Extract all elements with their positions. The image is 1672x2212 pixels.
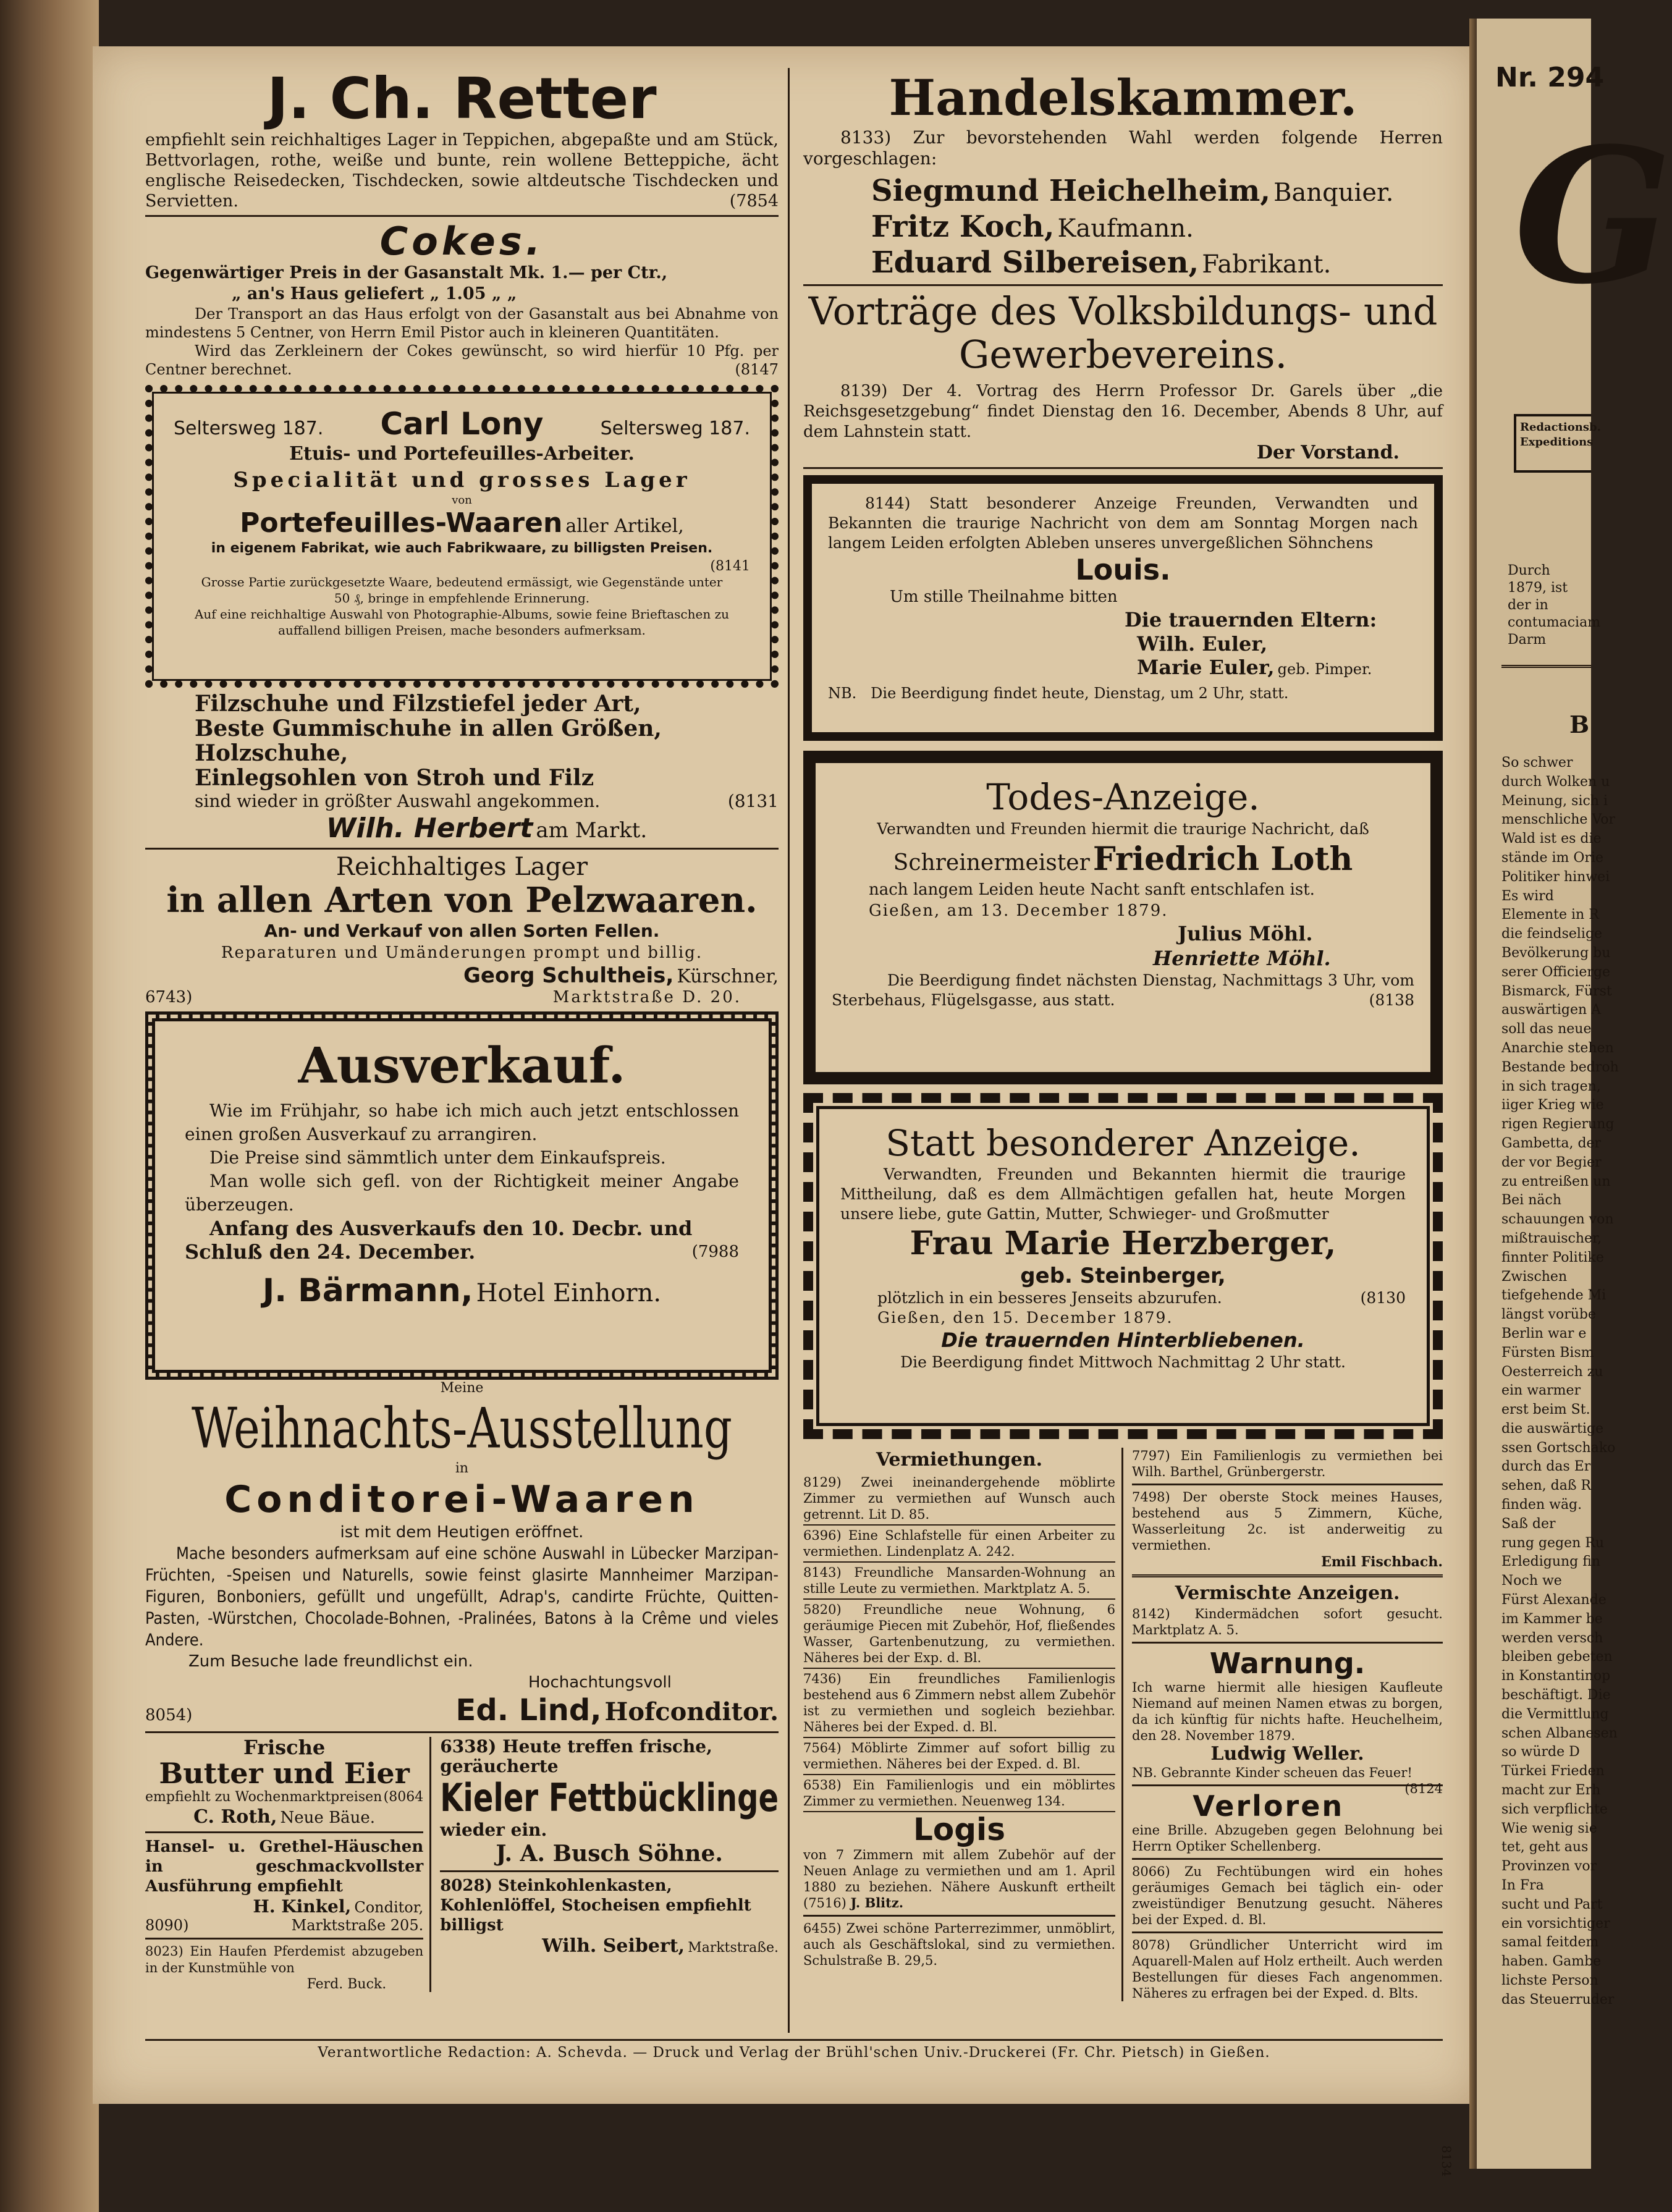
misc-wnum: (8124 bbox=[1404, 1781, 1443, 1796]
misc-column bbox=[1123, 1448, 1454, 2177]
euler-p2b: geb. Pimper. bbox=[1277, 661, 1372, 678]
euler-notice bbox=[803, 475, 1443, 741]
next-page-box: Redactionsb. Expeditions bbox=[1514, 414, 1591, 473]
next-page-line: längst vorübe bbox=[1501, 1307, 1596, 1323]
hk-r3: Fabrikant. bbox=[1202, 250, 1332, 279]
masthead-initial: G bbox=[1514, 107, 1672, 325]
verm-item: 8143) Freundliche Mansarden-Wohnung an stille Leute zu vermiethen. Marktplatz A. 5. bbox=[803, 1563, 1115, 1600]
verm-item: 7436) Ein freundliches Familienlogis bestehend aus 6 Zimmern nebst allem Zubehör ist zu vermiethen und sogleich beziehbar. Näheres bei der Exped. d. Bl. bbox=[803, 1669, 1115, 1738]
todes-s1: Julius Möhl. bbox=[1178, 922, 1313, 945]
herz-name: Frau Marie Herzberger, bbox=[910, 1225, 1336, 1262]
next-page-line: Erledigung fin bbox=[1501, 1554, 1601, 1570]
column-rule bbox=[788, 68, 790, 2033]
next-page-line: Saß der bbox=[1501, 1516, 1556, 1532]
euler-p1: Wilh. Euler, bbox=[1137, 632, 1268, 656]
lony-name: Carl Lony bbox=[380, 406, 544, 442]
next-page-line: iiger Krieg wie bbox=[1501, 1097, 1604, 1113]
hk-n2: Fritz Koch, bbox=[871, 209, 1055, 244]
next-page-line: auswärtigen A bbox=[1501, 1002, 1602, 1018]
weih-in: in bbox=[455, 1461, 469, 1476]
pelz-l2: in allen Arten von Pelzwaaren. bbox=[166, 880, 758, 921]
verm-logis-text: von 7 Zimmern mit allem Zubehör auf der Neuen Anlage zu vermiethen und am 1. April 1880 zu beziehen. Nähere Auskunft ertheilt bbox=[803, 1847, 1115, 1894]
left-column bbox=[145, 65, 779, 1992]
herz-l1: plötzlich in ein besseres Jenseits abzurufen. bbox=[877, 1289, 1222, 1307]
seibert-text: 8028) Steinkohlenkasten, Kohlenlöffel, Stocheisen empfiehlt billigst bbox=[440, 1876, 751, 1935]
next-page-line: die Vermittlung bbox=[1501, 1706, 1609, 1722]
verm-item: 5820) Freundliche neue Wohnung, 6 geräumige Piecen mit Zubehör, Hof, fließendes Wasser, Gartenbenutzung, zu vermiethen. Näheres bei der Exp. d. Bl. bbox=[803, 1600, 1115, 1669]
weih-sig2: Hofconditor. bbox=[604, 1697, 779, 1726]
book-spine bbox=[0, 0, 99, 2212]
euler-eltern: Die trauernden Eltern: bbox=[1125, 608, 1377, 631]
next-page-line: Politiker hinwei bbox=[1501, 869, 1610, 885]
weih-hoch: Hochachtungsvoll bbox=[528, 1673, 672, 1692]
todes-s2: Henriette Möhl. bbox=[1153, 947, 1331, 970]
misc-vltitle: Verloren bbox=[1193, 1789, 1345, 1823]
lony-b1: Grosse Partie zurückgesetzte Waare, bedeutend ermässigt, wie Gegenstände unter 50 ₰, bringe in empfehlende Erinnerung. bbox=[201, 575, 723, 606]
misc-i2s: Emil Fischbach. bbox=[1321, 1554, 1443, 1570]
pelz-l1: Reichhaltiges Lager bbox=[336, 853, 588, 881]
todes-l4 bbox=[832, 971, 1414, 1010]
vortrag-sig: Der Vorstand. bbox=[1256, 442, 1400, 463]
herz-title: Statt besonderer Anzeige. bbox=[885, 1122, 1361, 1164]
pelz-ad bbox=[145, 853, 779, 1007]
euler-nb: NB. bbox=[828, 685, 857, 702]
todes-l4-text: Die Beerdigung findet nächsten Dienstag, Nachmittags 3 Uhr, vom Sterbehaus, Flügelsgasse, aus statt. bbox=[832, 971, 1414, 1009]
next-page-line: bleiben gebeten bbox=[1501, 1649, 1613, 1665]
euler-name: Louis. bbox=[1075, 553, 1171, 586]
next-page-line: Wie wenig sie bbox=[1501, 1820, 1597, 1836]
ausverkauf-title: Ausverkauf. bbox=[298, 1036, 626, 1094]
next-page-line: soll das neue bbox=[1501, 1021, 1592, 1037]
next-page-line: Berlin war e bbox=[1501, 1325, 1587, 1341]
left-bottom bbox=[145, 1737, 779, 1992]
ausverkauf-p4 bbox=[185, 1217, 739, 1264]
next-page-letter: B bbox=[1569, 711, 1590, 738]
pelz-sig: Georg Schultheis, bbox=[463, 963, 674, 988]
next-page-line: sich verpflichte bbox=[1501, 1801, 1608, 1817]
ausverkauf-ad bbox=[145, 1011, 779, 1380]
next-page-line: serer Officierge bbox=[1501, 964, 1611, 980]
todes-l1: Verwandten und Freunden hiermit die traurige Nachricht, daß bbox=[877, 820, 1369, 838]
next-page-line: lichste Person bbox=[1501, 1973, 1598, 1988]
kinkel-text: Hansel- u. Grethel-Häuschen in geschmackvollster Ausführung empfiehlt bbox=[145, 1838, 424, 1896]
next-page-strip bbox=[1477, 19, 1672, 2169]
next-page-line: mißtrauischer, bbox=[1501, 1230, 1602, 1246]
next-page-line: Bevölkerung bu bbox=[1501, 945, 1611, 961]
right-bottom bbox=[803, 1448, 1454, 2177]
vortrag-title: Vorträge des Volksbildungs- und Gewerbevereins. bbox=[808, 289, 1438, 377]
next-page-line: beschäftigt. Die bbox=[1501, 1687, 1611, 1703]
pelz-l4: Reparaturen und Umänderungen prompt und billig. bbox=[221, 943, 703, 962]
next-page-line: Bismarck, Fürst bbox=[1501, 983, 1612, 999]
lony-ware: Portefeuilles-Waaren bbox=[240, 507, 563, 539]
cokes-price-1: Gegenwärtiger Preis in der Gasanstalt Mk. 1.— per Ctr., bbox=[145, 263, 668, 282]
left-bottom-b bbox=[431, 1737, 779, 1992]
misc-i1: 7797) Ein Familienlogis zu vermiethen bei Wilh. Barthel, Grünbergerstr. bbox=[1132, 1448, 1443, 1479]
next-page-line: ssen Gortschako bbox=[1501, 1440, 1616, 1456]
verm-logis bbox=[803, 1847, 1115, 1911]
misc-wsig: Ludwig Weller. bbox=[1210, 1743, 1364, 1765]
misc-side: 8134 bbox=[1439, 2145, 1454, 2177]
roth-sig2: Neue Bäue. bbox=[280, 1809, 376, 1827]
next-page-line: erst beim St. bbox=[1501, 1402, 1590, 1418]
busch-sig: J. A. Busch Söhne. bbox=[496, 1841, 723, 1867]
retter-title: J. Ch. Retter bbox=[267, 65, 657, 132]
kinkel-addr: Marktstraße 205. bbox=[291, 1917, 424, 1934]
verm-logis-sig: J. Blitz. bbox=[850, 1895, 904, 1910]
misc-wtitle: Warnung. bbox=[1209, 1647, 1366, 1680]
next-page-line: sucht und Part bbox=[1501, 1896, 1603, 1912]
todes-l2: nach langem Leiden heute Nacht sanft entschlafen ist. bbox=[869, 880, 1315, 899]
next-page-line: die auswärtige bbox=[1501, 1420, 1604, 1437]
lony-num: (8141 bbox=[710, 559, 750, 574]
weih-besuch: Zum Besuche lade freundlichst ein. bbox=[188, 1652, 473, 1671]
verm-logis-title: Logis bbox=[913, 1812, 1005, 1847]
herbert-l5: sind wieder in größter Auswahl angekommen. bbox=[195, 791, 601, 811]
retter-body bbox=[145, 130, 779, 211]
next-page-line: Elemente in R bbox=[1501, 907, 1599, 923]
next-page-line: tet, geht aus bbox=[1501, 1839, 1589, 1855]
roth-sig: C. Roth, bbox=[193, 1806, 277, 1828]
ausverkauf-p4-text: Anfang des Ausverkaufs den 10. Decbr. und Schluß den 24. December. bbox=[185, 1217, 693, 1264]
verm-list bbox=[803, 1472, 1115, 1812]
misc-i2: 7498) Der oberste Stock meines Hauses, bestehend aus 5 Zimmern, Küche, Wasserleitung 2c. ist anderweitig zu vermiethen. bbox=[1132, 1490, 1443, 1553]
next-page-line: In Fra bbox=[1501, 1878, 1544, 1894]
next-page-line: die feindselige bbox=[1501, 926, 1603, 942]
next-page-line: Anarchie stehen bbox=[1501, 1040, 1614, 1056]
lony-addr-left: Seltersweg 187. bbox=[174, 418, 324, 439]
next-page-line: finden wäg. bbox=[1501, 1497, 1582, 1513]
cokes-body-2 bbox=[145, 342, 779, 379]
weih-meine: Meine bbox=[440, 1380, 484, 1396]
next-page-line: Fürst Alexande bbox=[1501, 1592, 1607, 1608]
left-bottom-a bbox=[145, 1737, 431, 1992]
misc-i5: 8078) Gründlicher Unterricht wird im Aquarell-Malen auf Holz ertheilt. Auch werden Bestellungen für dieses Fach angenommen. Näheres zu erfragen bei der Exped. d. Blts. bbox=[1132, 1938, 1443, 2001]
next-page-line: Bei näch bbox=[1501, 1193, 1561, 1209]
hk-intro: 8133) Zur bevorstehenden Wahl werden folgende Herren vorgeschlagen: bbox=[803, 127, 1443, 169]
cokes-price-2: „ an's Haus geliefert „ 1.05 „ „ bbox=[232, 284, 517, 303]
busch-l3: wieder ein. bbox=[440, 1820, 547, 1840]
next-page-line: So schwer bbox=[1501, 755, 1573, 770]
cokes-num: (8147 bbox=[735, 361, 779, 378]
herz-text: Verwandten, Freunden und Bekannten hiermit die traurige Mittheilung, daß es dem Allmächtigen gefallen hat, heute Morgen unsere liebe, gute Gattin, Mutter, Schwieger- und Großmutter bbox=[840, 1165, 1406, 1223]
next-page-line: Gambetta, der bbox=[1501, 1135, 1602, 1151]
buck-text: 8023) Ein Haufen Pferdemist abzugeben in der Kunstmühle von bbox=[145, 1944, 424, 1975]
lony-aller: aller Artikel, bbox=[565, 515, 684, 537]
pelz-l3: An- und Verkauf von allen Sorten Fellen. bbox=[264, 921, 660, 941]
hk-n3: Eduard Silbereisen, bbox=[871, 245, 1199, 280]
next-page-line: Türkei Frieden bbox=[1501, 1763, 1605, 1779]
lony-ad bbox=[145, 385, 779, 688]
todes-pre: Schreinermeister bbox=[893, 850, 1090, 876]
weih-title: Weihnachts-Ausstellung bbox=[191, 1395, 733, 1461]
herbert-sig: Wilh. Herbert bbox=[326, 813, 533, 844]
kinkel-sig2: Conditor, bbox=[354, 1899, 424, 1916]
hk-r1: Banquier. bbox=[1273, 179, 1394, 207]
next-page-line: ein vorsichtiger bbox=[1501, 1915, 1610, 1931]
verm-title: Vermiethungen. bbox=[876, 1449, 1043, 1471]
lony-b2: Auf eine reichhaltige Auswahl von Photographie-Albums, sowie feine Brieftaschen zu auffallend billigen Preisen, mache besonders aufmerksam. bbox=[194, 607, 730, 638]
herbert-num: (8131 bbox=[727, 791, 779, 811]
next-page-line: rigen Regierung bbox=[1501, 1117, 1615, 1133]
next-page-line: zu entreißen un bbox=[1501, 1173, 1611, 1189]
misc-wtext: Ich warne hiermit alle hiesigen Kaufleute Niemand auf meinen Namen etwas zu borgen, da ich künftig für nichts hafte. Heuchelheim, den 28. November 1879. bbox=[1132, 1680, 1443, 1743]
herzberger-notice bbox=[803, 1093, 1443, 1439]
next-page-line: in sich tragen, bbox=[1501, 1078, 1601, 1094]
next-page-line: stände im Orie bbox=[1501, 850, 1604, 866]
weihnachts-ad bbox=[145, 1380, 779, 1728]
weih-body: Mache besonders aufmerksam auf eine schöne Auswahl in Lübecker Marzipan-Früchten, -Speisen und Naturells, sowie feinst glasirte Mannheimer Marzipan-Figuren, Bonboniers, gefüllt und ungefüllt, Adrap's, candirte Früchte, Quitten-Pasten, -Würstchen, Chocolade-Bohnen, -Pralinées, Batons à la Crême und vieles Andere. bbox=[145, 1544, 779, 1650]
verm-item: 7564) Möblirte Zimmer auf sofort billig zu vermiethen. Näheres bei der Exped. d. Bl. bbox=[803, 1738, 1115, 1775]
ausverkauf-p2: Die Preise sind sämmtlich unter dem Einkaufspreis. bbox=[209, 1147, 666, 1168]
busch-l1: 6338) Heute treffen frische, geräucherte bbox=[440, 1736, 712, 1776]
next-page-line: Zwischen bbox=[1501, 1269, 1568, 1285]
lony-fab: in eigenem Fabrikat, wie auch Fabrikwaare, zu billigsten Preisen. bbox=[211, 541, 713, 556]
next-page-line: schauungen von bbox=[1501, 1212, 1614, 1228]
next-page-line: im Kammer be bbox=[1501, 1611, 1603, 1627]
next-page-line: Es wird bbox=[1501, 888, 1554, 904]
next-page-line: Noch we bbox=[1501, 1573, 1562, 1589]
roth-l1: Frische bbox=[243, 1736, 326, 1759]
footer-imprint: Verantwortliche Redaction: A. Schevda. — Druck und Verlag der Brühl'schen Univ.-Druckerei (Fr. Chr. Pietsch) in Gießen. bbox=[145, 2039, 1443, 2061]
ausverkauf-sig: J. Bärmann, bbox=[262, 1272, 473, 1309]
lony-sub: Etuis- und Portefeuilles-Arbeiter. bbox=[289, 443, 635, 465]
todes-num: (8138 bbox=[1369, 991, 1414, 1009]
todes-l3: Gießen, am 13. December 1879. bbox=[869, 901, 1168, 920]
verm-item: 6396) Eine Schlafstelle für einen Arbeiter zu vermiethen. Lindenplatz A. 242. bbox=[803, 1526, 1115, 1563]
cokes-body: Der Transport an das Haus erfolgt von der Gasanstalt aus bei Abnahme von mindestens 5 Centner, von Herrn Emil Pistor auch in kleineren Quantitäten. bbox=[145, 305, 779, 341]
misc-vltext: eine Brille. Abzugeben gegen Belohnung bei Herrn Optiker Schellenberg. bbox=[1132, 1823, 1443, 1854]
next-page-number: Nr. 294 bbox=[1495, 62, 1605, 93]
herz-l2: Gießen, den 15. December 1879. bbox=[877, 1309, 1173, 1327]
ausverkauf-p3: Man wolle sich gefl. von der Richtigkeit meiner Angabe überzeugen. bbox=[185, 1171, 739, 1215]
seibert-sig2: Marktstraße. bbox=[688, 1940, 779, 1956]
lony-spec: Specialität und grosses Lager bbox=[233, 468, 691, 492]
herbert-l1: Filzschuhe und Filzstiefel jeder Art, bbox=[195, 691, 641, 717]
todes-title: Todes-Anzeige. bbox=[986, 776, 1260, 818]
next-page-line: menschliche Vor bbox=[1501, 812, 1616, 828]
next-page-line: haben. Gambe bbox=[1501, 1954, 1602, 1970]
euler-text: 8144) Statt besonderer Anzeige Freunden, Verwandten und Bekannten die traurige Nachricht von dem am Sonntag Morgen nach langem Leiden erfolgten Ableben unseres unvergeßlichen Söhnchens bbox=[828, 494, 1418, 552]
next-page-line: Provinzen vor bbox=[1501, 1859, 1597, 1875]
pelz-sig2: Kürschner, bbox=[677, 966, 779, 987]
roth-l2: Butter und Eier bbox=[159, 1757, 410, 1790]
weih-cond: Conditorei-Waaren bbox=[224, 1478, 699, 1521]
hk-title: Handelskammer. bbox=[889, 69, 1357, 127]
lony-von: von bbox=[452, 494, 472, 507]
ausverkauf-num: (7988 bbox=[691, 1243, 739, 1261]
roth-num: (8064 bbox=[383, 1789, 424, 1805]
pelz-addr: Marktstraße D. 20. bbox=[552, 988, 741, 1007]
herbert-l4: Einlegsohlen von Stroh und Filz bbox=[195, 765, 594, 791]
next-page-line: Fürsten Bism bbox=[1501, 1345, 1594, 1361]
vermiethungen bbox=[803, 1448, 1123, 2001]
retter-text: empfiehlt sein reichhaltiges Lager in Teppichen, abgepaßte und am Stück, Bettvorlagen, rothe, weiße und bunte, rein wollene Betteppiche, ächt englische Reisedecken, Tischdecken, sowie altdeutsche Tischdecken und Servietten. bbox=[145, 130, 779, 211]
next-page-line: Bestande bedroh bbox=[1501, 1059, 1619, 1075]
weih-sig: Ed. Lind, bbox=[455, 1693, 602, 1728]
euler-nbt: Die Beerdigung findet heute, Dienstag, um 2 Uhr, statt. bbox=[871, 685, 1289, 702]
misc-wnb: NB. Gebrannte Kinder scheuen das Feuer! bbox=[1132, 1765, 1412, 1780]
next-page-line: so würde D bbox=[1501, 1744, 1580, 1760]
next-page-text: Durch 1879, ist der in contumaciam Darm bbox=[1508, 563, 1601, 648]
misc-vtitle: Vermischte Anzeigen. bbox=[1175, 1582, 1400, 1604]
hk-r2: Kaufmann. bbox=[1057, 214, 1194, 243]
next-page-line: finnter Politike bbox=[1501, 1249, 1604, 1265]
herbert-sig2: am Markt. bbox=[536, 818, 648, 843]
next-page-column bbox=[1501, 754, 1619, 2125]
weih-num: 8054) bbox=[145, 1706, 193, 1724]
buck-sig: Ferd. Buck. bbox=[306, 1977, 387, 1992]
next-page-line: samal feitdem bbox=[1501, 1935, 1599, 1951]
pelz-num: 6743) bbox=[145, 988, 193, 1007]
kinkel-sig: H. Kinkel, bbox=[253, 1896, 352, 1917]
next-page-line: Meinung, sich i bbox=[1501, 793, 1608, 809]
next-page-line: werden versch bbox=[1501, 1630, 1603, 1646]
next-page-line: ein warmer bbox=[1501, 1383, 1581, 1399]
ausverkauf-sig2: Hotel Einhorn. bbox=[476, 1279, 662, 1307]
roth-l3: empfiehlt zu Wochenmarktpreisen bbox=[145, 1789, 382, 1805]
seibert-sig: Wilh. Seibert, bbox=[542, 1935, 685, 1957]
verm-item: 8129) Zwei ineinandergehende möblirte Zimmer zu vermiethen auf Wunsch auch getrennt. Lit D. 85. bbox=[803, 1472, 1115, 1526]
ausverkauf-p1: Wie im Frühjahr, so habe ich mich auch jetzt entschlossen einen großen Ausverkauf zu arrangiren. bbox=[185, 1100, 739, 1144]
euler-p2: Marie Euler, bbox=[1137, 656, 1275, 679]
verm-item: 6538) Ein Familienlogis und ein möblirtes Zimmer zu vermiethen. Neuenweg 134. bbox=[803, 1775, 1115, 1812]
next-page-line: durch das Er bbox=[1501, 1459, 1591, 1475]
todes-name: Friedrich Loth bbox=[1092, 840, 1353, 878]
herz-l3: Die Beerdigung findet Mittwoch Nachmittag 2 Uhr statt. bbox=[900, 1353, 1346, 1371]
next-page-line: das Steuerruder bbox=[1501, 1991, 1615, 2007]
next-page-line: Wald ist es die bbox=[1501, 831, 1602, 847]
vortrag-text: 8139) Der 4. Vortrag des Herrn Professor Dr. Garels über „die Reichsgesetzgebung“ findet Dienstag den 16. December, Abends 8 Uhr, auf dem Lahnstein statt. bbox=[803, 382, 1443, 441]
herbert-l3: Holzschuhe, bbox=[195, 740, 348, 766]
weih-open: ist mit dem Heutigen eröffnet. bbox=[340, 1523, 584, 1542]
next-page-line: macht zur Erh bbox=[1501, 1783, 1601, 1799]
verm-last: 6455) Zwei schöne Parterrezimmer, unmöblirt, auch als Geschäftslokal, sind zu vermiethen. Schulstraße B. 29,5. bbox=[803, 1921, 1115, 1968]
hk-n1: Siegmund Heichelheim, bbox=[871, 174, 1271, 208]
euler-bitte: Um stille Theilnahme bitten bbox=[890, 588, 1118, 606]
next-page-line: sehen, daß R bbox=[1501, 1478, 1592, 1494]
next-page-line: in Konstantinop bbox=[1501, 1668, 1611, 1684]
herz-num: (8130 bbox=[1360, 1289, 1406, 1307]
cokes-body2-text: Wird das Zerkleinern der Cokes gewünscht, so wird hierfür 10 Pfg. per Centner berechnet. bbox=[145, 342, 779, 378]
misc-i3: 8142) Kindermädchen sofort gesucht. Marktplatz A. 5. bbox=[1132, 1606, 1443, 1637]
herz-geb: geb. Steinberger, bbox=[1020, 1264, 1226, 1288]
next-page-line: tiefgehende Mi bbox=[1501, 1288, 1607, 1304]
next-page-line: schen Albanesen bbox=[1501, 1725, 1618, 1741]
herbert-ad bbox=[145, 691, 779, 844]
misc-i4: 8066) Zu Fechtübungen wird ein hohes geräumiges Gemach bei täglich ein- oder zweistündiger Benutzung gesucht. Näheres bei der Exped. d. Bl. bbox=[1132, 1864, 1443, 1927]
herbert-l2: Beste Gummischuhe in allen Größen, bbox=[195, 716, 662, 741]
next-page-line: der vor Begier bbox=[1501, 1154, 1602, 1170]
next-page-line: durch Wolken u bbox=[1501, 774, 1610, 790]
lony-addr-right: Seltersweg 187. bbox=[600, 418, 750, 439]
herz-hint: Die trauernden Hinterbliebenen. bbox=[941, 1328, 1305, 1352]
busch-l2: Kieler Fettbücklinge bbox=[440, 1775, 779, 1821]
next-page-line: rung gegen Ru bbox=[1501, 1535, 1605, 1551]
retter-num: (7854 bbox=[729, 192, 779, 211]
verm-logis-num: (7516) bbox=[803, 1896, 847, 1910]
todes-notice bbox=[803, 751, 1443, 1084]
cokes-title: Cokes. bbox=[379, 219, 544, 264]
next-page-line: Oesterreich zu bbox=[1501, 1364, 1603, 1380]
right-column bbox=[803, 68, 1454, 2177]
kinkel-num: 8090) bbox=[145, 1917, 189, 1934]
